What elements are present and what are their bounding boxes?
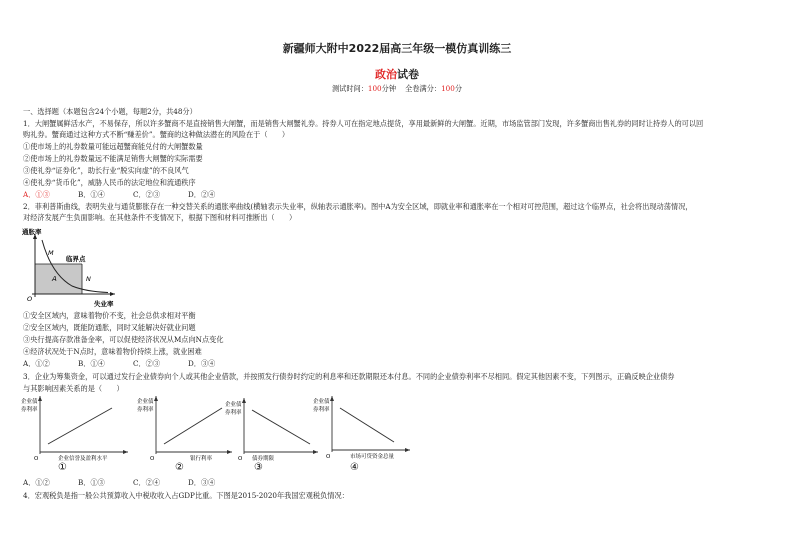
q3-chart-4 [310, 394, 420, 472]
time-unit: 分钟 [381, 84, 397, 93]
subject-rest: 试卷 [397, 68, 419, 81]
q3-chart-3 [222, 394, 322, 472]
x-axis-arrow [110, 292, 115, 296]
q1-item-3: ③使礼券“证券化”，助长行业“脱实向虚”的不良风气 [23, 166, 189, 175]
y-axis-label: 通胀率 [22, 228, 42, 236]
q3-option-a[interactable]: A．①② [23, 478, 50, 487]
y-label-2: 券利率 [225, 410, 242, 416]
paper-title: 新疆师大附中2022届高三年级一模仿真训练三 [282, 42, 512, 55]
q1-option-a[interactable]: A．①③ [23, 190, 50, 199]
x-axis-arrow [405, 448, 410, 452]
q1-item-4: ④使礼券“货币化”，威胁人民币的法定地位和流通秩序 [23, 178, 196, 187]
trend-line [340, 408, 394, 442]
point-n-label: N [86, 275, 91, 283]
region-a-label: A [52, 275, 57, 283]
q3-option-c[interactable]: C．②④ [133, 478, 161, 487]
q2-item-3: ③央行提高存款准备金率，可以促使经济状况从M点向N点变化 [23, 335, 224, 344]
x-label: 企业信誉及盈利水平 [58, 456, 108, 462]
score-value: 100 [441, 84, 455, 93]
q3-stem-line2: 与其影响因素关系的是（ ） [23, 384, 124, 393]
point-m-label: M [48, 249, 54, 257]
score-label: 全卷满分： [405, 84, 442, 93]
q2-option-a[interactable]: A．①② [23, 359, 50, 368]
safe-zone-area [35, 264, 82, 294]
q2-item-4: ④经济状况处于N点时，意味着物价持续上涨，就业困难 [23, 347, 202, 356]
chart-number: ③ [254, 462, 263, 472]
x-axis-label: 失业率 [94, 300, 114, 308]
q3-chart-2 [136, 394, 236, 472]
trend-line [48, 408, 112, 444]
origin-label: O [238, 456, 243, 462]
q2-options [23, 359, 215, 369]
trend-line [252, 410, 310, 444]
origin-label: O [150, 456, 155, 462]
time-label: 测试时间： [331, 84, 368, 93]
subject-title [0, 66, 794, 82]
x-label: 银行利率 [190, 456, 213, 462]
q3-option-b[interactable]: B．①③ [78, 478, 105, 487]
q4-stem-line1: 4．宏观税负是指一般公共预算收入中税收收入占GDP比重。下图是2015-2020年我国宏观税负情况： [23, 491, 349, 500]
time-value: 100 [367, 84, 382, 93]
q1-stem-line2: 购礼券。蟹商通过这种方式不断“赚差价”。蟹商的这种做法潜在的风险在于（ ） [23, 130, 290, 139]
origin-label: O [27, 295, 33, 303]
phillips-curve-chart [20, 226, 120, 308]
trend-line [164, 408, 222, 444]
y-axis-arrow [242, 398, 246, 403]
q2-item-2: ②安全区域内，既能防通胀，同时又能解决好就业问题 [23, 323, 196, 332]
q1-option-d[interactable]: D．②④ [188, 190, 216, 199]
y-label-1: 企业债 [21, 399, 38, 405]
q2-option-d[interactable]: D．③④ [188, 359, 216, 368]
q1-item-1: ①使市场上的礼券数量可能远超蟹商能兑付的大闸蟹数量 [23, 142, 203, 151]
y-label-2: 券利率 [21, 407, 38, 413]
y-axis-arrow [154, 396, 158, 401]
q3-stem-line1: 3．企业为筹集资金，可以通过发行企业债券向个人或其他企业借款，并按照发行债券时约定的利息率和还款期限还本付息。不同的企业债券利率不尽相同。假定其他因素不变，下列图示，正确反映企业债券 [23, 372, 675, 381]
q3-option-d[interactable]: D．③④ [188, 478, 216, 487]
score-unit: 分 [454, 84, 463, 93]
y-label-2: 券利率 [313, 407, 330, 413]
y-label-1: 企业债 [137, 399, 154, 405]
y-label-1: 企业债 [313, 399, 330, 405]
chart-number: ④ [350, 462, 359, 472]
y-axis-arrow [38, 396, 42, 401]
y-label-1: 企业债 [225, 402, 242, 408]
q1-option-b[interactable]: B．①④ [78, 190, 105, 199]
q1-stem-line1: 1．大闸蟹属鲜活水产，不易保存，所以许多蟹商不是直接销售大闸蟹，而是销售大闸蟹礼券。持券人可在指定地点提货，享用最新鲜的大闸蟹。近期，市场监管部门发现，许多蟹商出售礼券的同时让持券人的可以回 [23, 119, 704, 128]
q1-option-c[interactable]: C．②③ [133, 190, 161, 199]
q2-item-1: ①安全区域内，意味着物价不变，社会总供求相对平衡 [23, 311, 196, 320]
x-label: 债券期限 [252, 456, 275, 462]
q1-item-2: ②使市场上的礼券数量远不能满足销售大闸蟹的实际需要 [23, 154, 203, 163]
q2-stem-line1: 2．菲利普斯曲线，表明失业与通货膨胀存在一种交替关系的通胀率曲线(横轴表示失业率，纵轴表示通胀率)。图中A为安全区域，即就业率和通胀率在一个相对可控范围，超过这个临界点，社会将出现动荡情况， [23, 202, 693, 211]
origin-label: O [34, 456, 39, 462]
q1-options [23, 190, 215, 200]
q2-option-b[interactable]: B．①④ [78, 359, 105, 368]
exam-meta [0, 84, 794, 94]
y-label-2: 券利率 [137, 407, 154, 413]
subject-red: 政治 [375, 68, 397, 81]
critical-point-label: 临界点 [66, 255, 86, 263]
chart-number: ① [58, 462, 67, 472]
x-axis-arrow [123, 450, 128, 454]
q2-option-c[interactable]: C．②③ [133, 359, 161, 368]
origin-label: O [326, 454, 331, 460]
x-label: 市场可贷资金总量 [350, 454, 395, 460]
section-heading: 一、选择题（本题包含24个小题，每题2分，共48分） [23, 107, 197, 116]
y-axis-arrow [330, 396, 334, 401]
q3-chart-1 [20, 394, 130, 472]
q3-options [23, 478, 215, 488]
chart-number: ② [175, 462, 184, 472]
q2-stem-line2: 对经济发展产生负面影响。在其他条件不变情况下，根据下图和材料可推断出（ ） [23, 213, 297, 222]
